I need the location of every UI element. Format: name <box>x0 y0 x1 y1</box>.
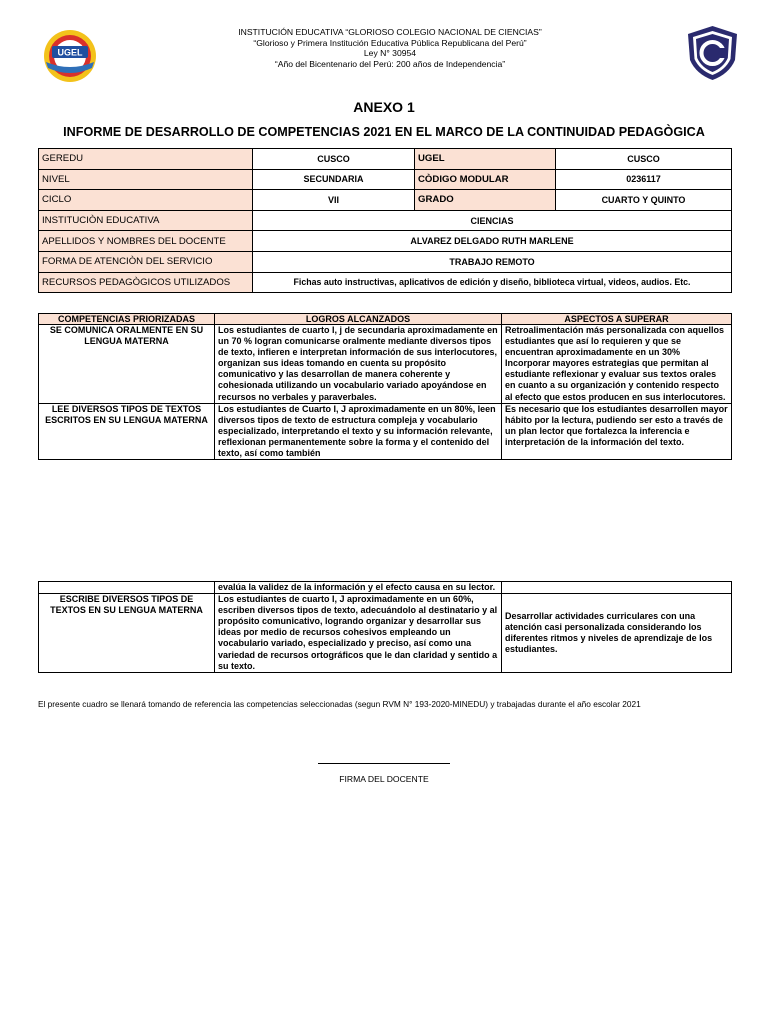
header-competencias: COMPETENCIAS PRIORIZADAS <box>39 314 215 325</box>
ugel-logo <box>40 28 100 84</box>
institucion-value: CIENCIAS <box>253 210 732 231</box>
ugel-logo-text: UGEL <box>57 47 83 58</box>
aspectos-cell <box>502 582 732 594</box>
docente-label: APELLIDOS Y NOMBRES DEL DOCENTE <box>39 231 253 252</box>
footnote: El presente cuadro se llenará tomando de referencia las competencias seleccionadas (segun RVM N° 193-2020-MINEDU) y trabajadas durante el año escolar 2021 <box>38 699 641 709</box>
school-shield-logo <box>685 24 740 82</box>
ugel-label: UGEL <box>415 149 556 170</box>
competencia-cell: LEE DIVERSOS TIPOS DE TEXTOS ESCRITOS EN SU LENGUA MATERNA <box>39 403 215 459</box>
codigo-modular-value: 0236117 <box>556 169 732 190</box>
competencia-cell: SE COMUNICA ORALMENTE EN SU LENGUA MATERNA <box>39 325 215 404</box>
table-row <box>39 190 732 211</box>
table-row <box>39 403 732 459</box>
recursos-label: RECURSOS PEDAGÒGICOS UTILIZADOS <box>39 272 253 293</box>
table-row <box>39 272 732 293</box>
competencia-cell: ESCRIBE DIVERSOS TIPOS DE TEXTOS EN SU LENGUA MATERNA <box>39 594 215 673</box>
institution-header <box>170 27 610 69</box>
competencias-table-continued <box>38 581 732 673</box>
table-row <box>39 231 732 252</box>
anexo-title: ANEXO 1 <box>353 99 415 115</box>
header-line-1: INSTITUCIÓN EDUCATIVA “GLORIOSO COLEGIO NACIONAL DE CIENCIAS” <box>238 27 542 37</box>
signature-label: FIRMA DEL DOCENTE <box>339 774 429 784</box>
header-line-2: “Glorioso y Primera Institución Educativa Pública Republicana del Perú” <box>253 37 527 48</box>
table-row <box>39 210 732 231</box>
signature-line <box>318 763 450 764</box>
report-title: INFORME DE DESARROLLO DE COMPETENCIAS 2021 EN EL MARCO DE LA CONTINUIDAD PEDAGÒGICA <box>63 125 705 139</box>
table-header-row <box>39 314 732 325</box>
table-row <box>39 149 732 170</box>
table-row <box>39 582 732 594</box>
aspectos-cell <box>502 325 732 404</box>
recursos-value: Fichas auto instructivas, aplicativos de edición y diseño, biblioteca virtual, videos, audios. Etc. <box>253 272 732 293</box>
grado-label: GRADO <box>415 190 556 211</box>
header-line-3: Ley N° 30954 <box>363 48 417 58</box>
ciclo-label: CICLO <box>39 190 253 211</box>
forma-atencion-value: TRABAJO REMOTO <box>253 251 732 272</box>
logros-text: Los estudiantes de Cuarto I, J aproximadamente en un 80%, leen diversos tipos de texto de estructura compleja y vocabulario especializado, interpretando el texto y su información relevante, reflexionan permanentemente sobre la forma y el contenido del texto, así como también <box>218 403 496 459</box>
geredu-label: GEREDU <box>39 149 253 170</box>
docente-value: ALVAREZ DELGADO RUTH MARLENE <box>253 231 732 252</box>
logros-cell: evalúa la validez de la información y el efecto causa en su lector. <box>215 582 502 594</box>
aspectos-cell: Desarrollar actividades curriculares con una atención casi personalizada considerando los diferentes ritmos y niveles de aprendizaje de los estudiantes. <box>502 594 732 673</box>
table-row <box>39 251 732 272</box>
competencias-table <box>38 313 732 460</box>
nivel-label: NIVEL <box>39 169 253 190</box>
competencia-cell <box>39 582 215 594</box>
aspectos-paragraph: Retroalimentación más personalizada con aquellos estudiantes que así lo requieren y que se encuentran aproximadamente en un 30% <box>505 325 725 358</box>
logros-cell: Los estudiantes de cuarto I, J aproximadamente en un 60%, escriben diversos tipos de texto, adecuándolo al destinatario y al propósito comunicativo, logrando organizar y desarrollar sus ideas por medio de recursos cohesivos empleando un vocabulario variado, especializado y preciso, así como una variedad de recursos ortográficos que le dan claridad y sentido a su texto. <box>215 594 502 673</box>
table-row <box>39 594 732 673</box>
institucion-label: INSTITUCIÒN EDUCATIVA <box>39 210 253 231</box>
aspectos-paragraph: Incorporar mayores estrategias que permitan al estudiante reflexionar y evaluar sus textos orales en cuanto a su organización y contenido respecto al efecto que estos producen en sus interlocutores. <box>505 358 726 402</box>
info-table <box>38 148 732 293</box>
nivel-value: SECUNDARIA <box>253 169 415 190</box>
ugel-value: CUSCO <box>556 149 732 170</box>
header-aspectos: ASPECTOS A SUPERAR <box>502 314 732 325</box>
logros-cell <box>215 403 502 459</box>
forma-atencion-label: FORMA DE ATENCIÒN DEL SERVICIO <box>39 251 253 272</box>
geredu-value: CUSCO <box>253 149 415 170</box>
codigo-modular-label: CÒDIGO MODULAR <box>415 169 556 190</box>
table-row <box>39 325 732 404</box>
header-logros: LOGROS ALCANZADOS <box>215 314 502 325</box>
logros-cell: Los estudiantes de cuarto I, j de secundaria aproximadamente en un 70 % logran comunicarse oralmente mediante diversos tipos de texto, infieren e interpretan información de sus interlocutores, organizan sus ideas tomando en cuenta su propósito comunicativo y las desarrollan de manera coherente y cohesionada utilizando un vocabulario variado apoyándose en recursos no verbales y paraverbales. <box>215 325 502 404</box>
aspectos-cell: Es necesario que los estudiantes desarrollen mayor hábito por la lectura, pudiendo ser esto a través de un plan lector que fortalezca la inferencia e interpretación de la información del texto. <box>502 403 732 459</box>
ciclo-value: VII <box>253 190 415 211</box>
table-row <box>39 169 732 190</box>
header-line-4: “Año del Bicentenario del Perú: 200 años de Independencia” <box>274 58 506 69</box>
grado-value: CUARTO Y QUINTO <box>556 190 732 211</box>
